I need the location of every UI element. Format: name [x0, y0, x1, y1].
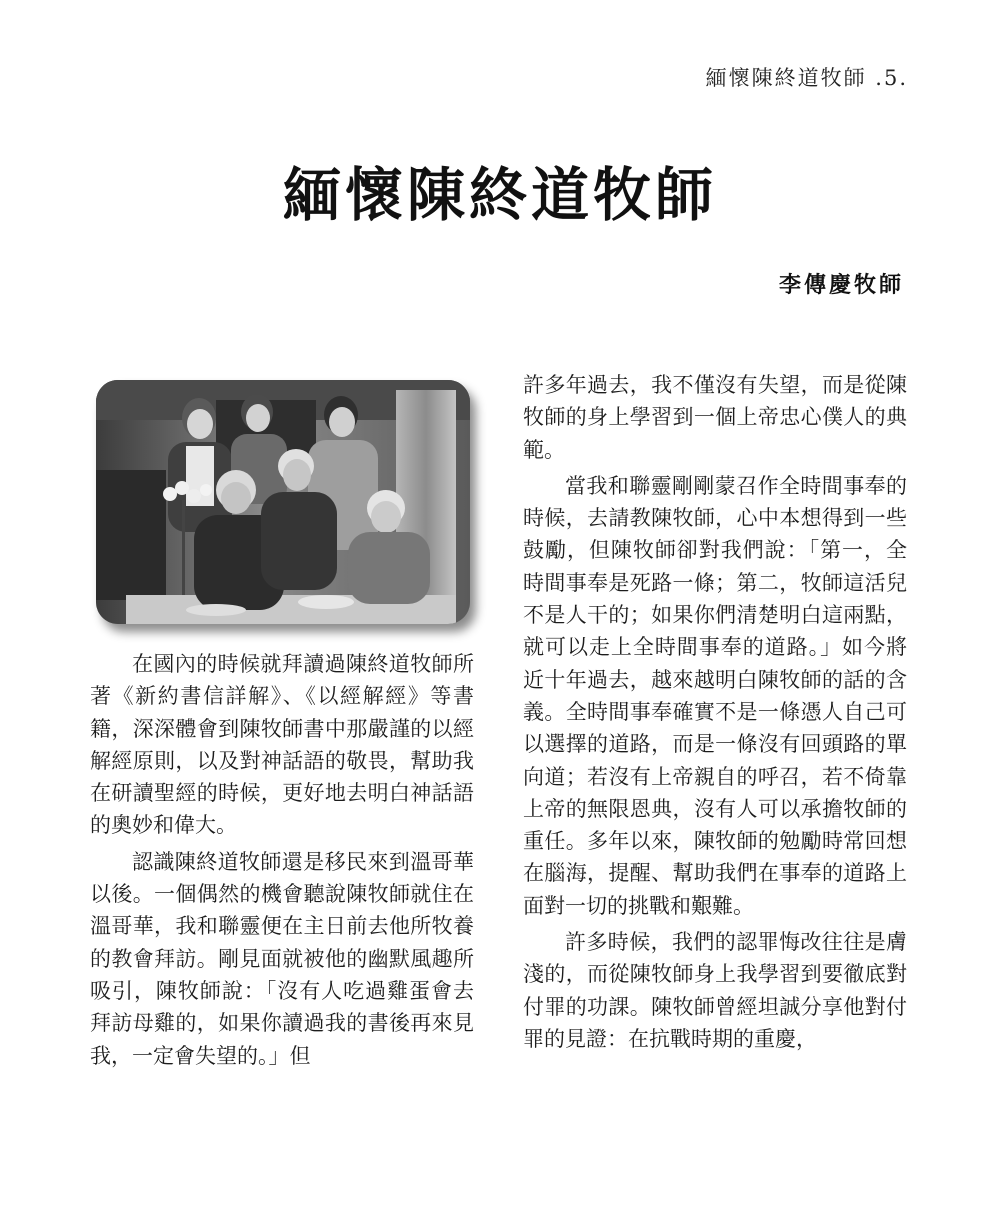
- article-author: 李傳慶牧師: [778, 273, 904, 298]
- right-paragraph-3: 許多時候，我們的認罪悔改往往是膚淺的，而從陳牧師身上我學習到要徹底對付罪的功課。陳牧師曾經坦誠分享他對付罪的見證：在抗戰時期的重慶，: [523, 930, 907, 1051]
- right-paragraph-2: 當我和聯靈剛剛蒙召作全時間事奉的時候，去請教陳牧師，心中本想得到一些鼓勵，但陳牧師卻對我們說：「第一，全時間事奉是死路一條；第二，牧師這活兒不是人干的；如果你們清楚明白這兩點，就可以走上全時間事奉的道路。」如今將近十年過去，越來越明白陳牧師的話的含義。全時間事奉確實不是一條憑人自己可以選擇的道路，而是一條沒有回頭路的單向道；若沒有上帝親自的呼召，若不倚靠上帝的無限恩典，沒有人可以承擔牧師的重任。多年以來，陳牧師的勉勵時常回想在腦海，提醒、幫助我們在事奉的道路上面對一切的挑戰和艱難。: [523, 473, 907, 918]
- article-title: 緬懷陳終道牧師: [282, 161, 717, 229]
- group-photo: [96, 380, 470, 624]
- left-paragraph-2: 認識陳終道牧師還是移民來到溫哥華以後。一個偶然的機會聽說陳牧師就住在溫哥華，我和聯靈便在主日前去他所牧養的教會拜訪。剛見面就被他的幽默風趣所吸引，陳牧師說：「沒有人吃過雞蛋會去拜訪母雞的，如果你讀過我的書後再來見我，一定會失望的。」但: [90, 849, 474, 1068]
- left-paragraph-1: 在國內的時候就拜讀過陳終道牧師所著《新約書信詳解》、《以經解經》等書籍，深深體會到陳牧師書中那嚴謹的以經解經原則，以及對神話語的敬畏，幫助我在研讀聖經的時候，更好地去明白神話語的奧妙和偉大。: [90, 652, 474, 838]
- right-paragraph-1: 許多年過去，我不僅沒有失望，而是從陳牧師的身上學習到一個上帝忠心僕人的典範。: [523, 373, 907, 462]
- left-column: [90, 648, 474, 1072]
- running-header: 緬懷陳終道牧師 .5.: [705, 66, 908, 90]
- right-column: [523, 369, 907, 1055]
- group-photo-image: [96, 380, 470, 624]
